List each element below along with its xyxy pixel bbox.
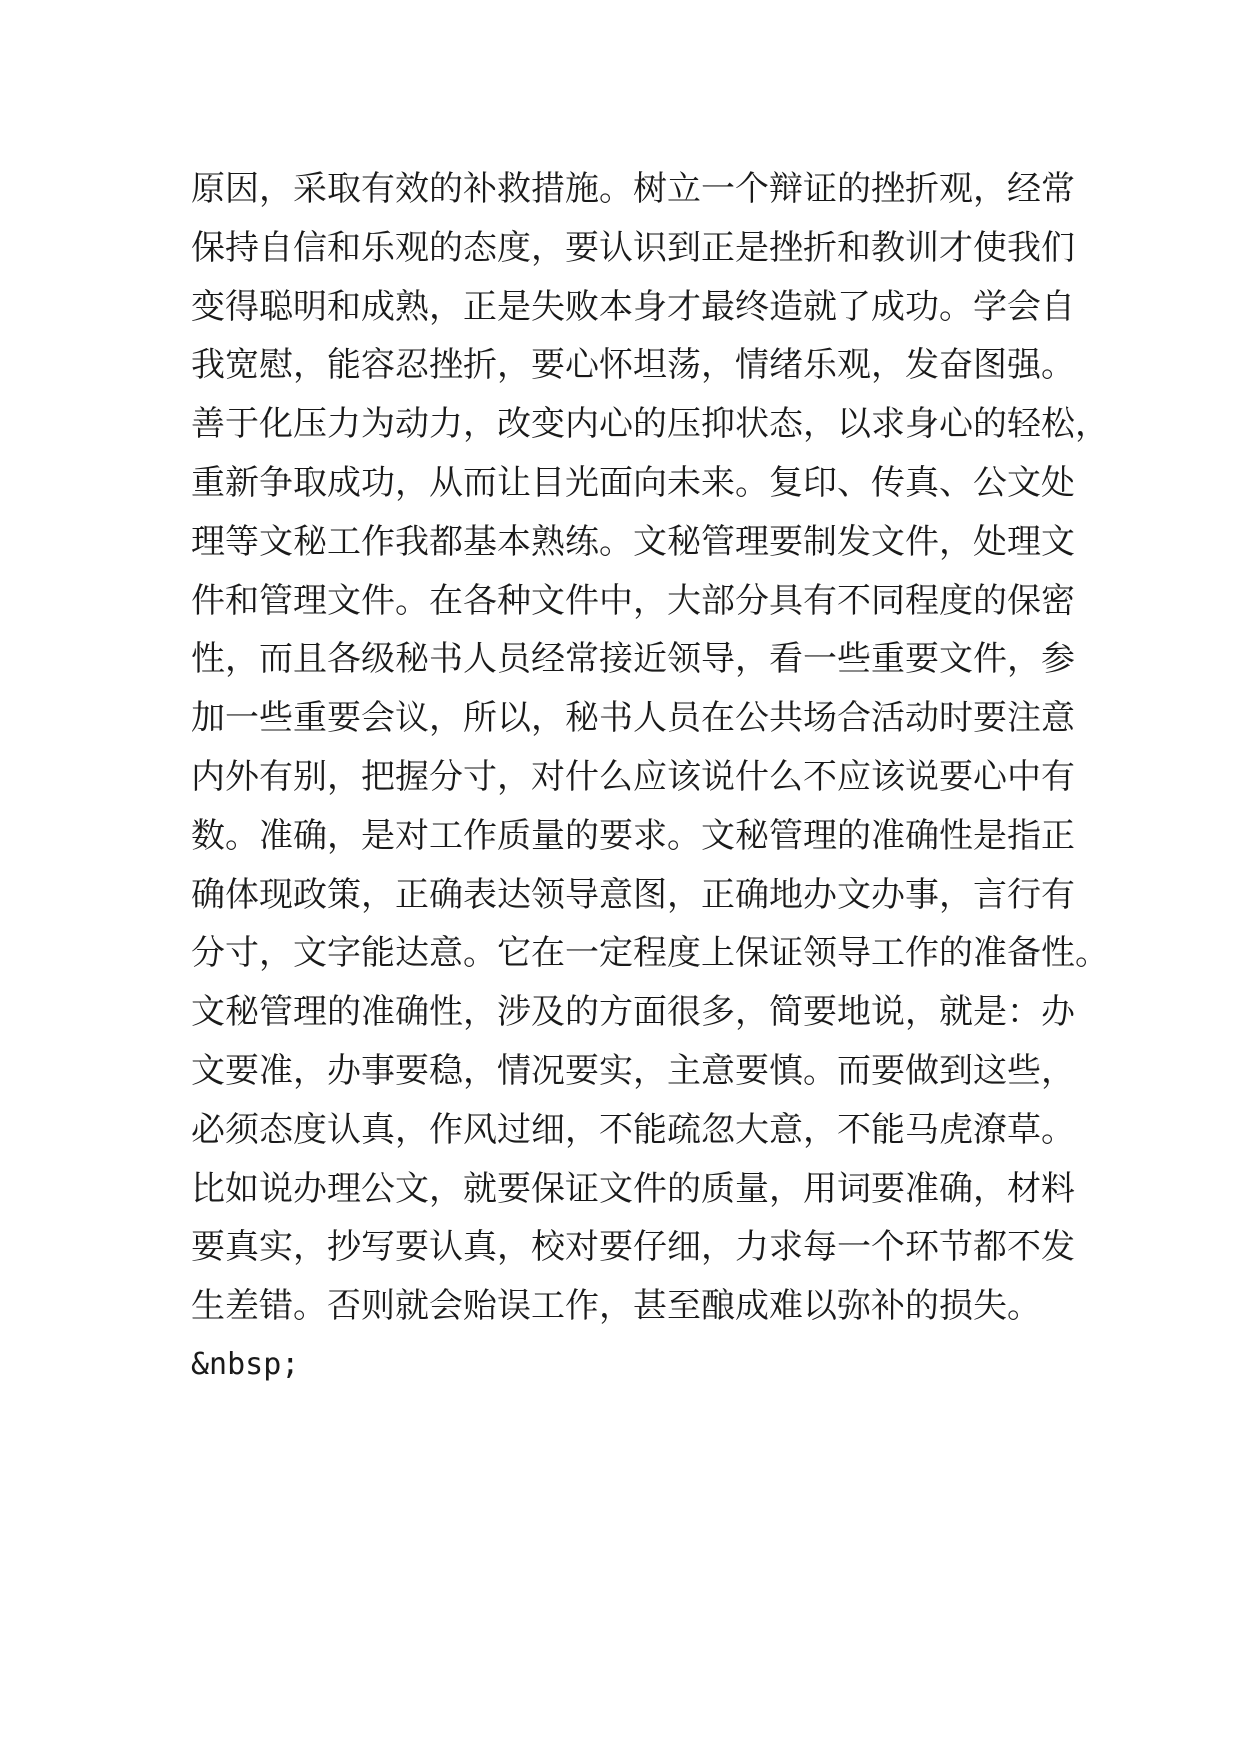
text-line: 善于化压力为动力，改变内心的压抑状态，以求身心的轻松， — [191, 404, 1109, 445]
body-paragraph — [191, 160, 1109, 1395]
text-line: 文秘管理的准确性，涉及的方面很多，简要地说，就是：办 — [191, 992, 1075, 1033]
text-line: 文要准，办事要稳，情况要实，主意要慎。而要做到这些， — [191, 1050, 1075, 1091]
text-line: 性，而且各级秘书人员经常接近领导，看一些重要文件，参 — [191, 639, 1075, 680]
text-line: 必须态度认真，作风过细，不能疏忽大意，不能马虎潦草。 — [191, 1109, 1075, 1150]
text-line: 保持自信和乐观的态度，要认识到正是挫折和教训才使我们 — [191, 227, 1075, 268]
text-line: 我宽慰，能容忍挫折，要心怀坦荡，情绪乐观，发奋图强。 — [191, 345, 1075, 386]
text-line: 理等文秘工作我都基本熟练。文秘管理要制发文件，处理文 — [191, 521, 1075, 562]
trailing-entity-text: &nbsp; — [191, 1346, 300, 1382]
text-line: 数。准确，是对工作质量的要求。文秘管理的准确性是指正 — [191, 815, 1075, 856]
text-line: 确体现政策，正确表达领导意图，正确地办文办事，言行有 — [191, 874, 1075, 915]
text-line: 加一些重要会议，所以，秘书人员在公共场合活动时要注意 — [191, 698, 1075, 739]
text-line: 分寸，文字能达意。它在一定程度上保证领导工作的准备性。 — [191, 933, 1109, 974]
text-line: 内外有别，把握分寸，对什么应该说什么不应该说要心中有 — [191, 756, 1075, 797]
text-line: 要真实，抄写要认真，校对要仔细，力求每一个环节都不发 — [191, 1227, 1075, 1268]
text-line: 变得聪明和成熟，正是失败本身才最终造就了成功。学会自 — [191, 286, 1075, 327]
text-line: 件和管理文件。在各种文件中，大部分具有不同程度的保密 — [191, 580, 1075, 621]
text-line: 原因，采取有效的补救措施。树立一个辩证的挫折观，经常 — [191, 169, 1075, 209]
text-line: 比如说办理公文，就要保证文件的质量，用词要准确，材料 — [191, 1168, 1075, 1209]
text-line: 重新争取成功，从而让目光面向未来。复印、传真、公文处 — [191, 462, 1075, 503]
text-line: 生差错。否则就会贻误工作，甚至酿成难以弥补的损失。 — [191, 1286, 1041, 1327]
